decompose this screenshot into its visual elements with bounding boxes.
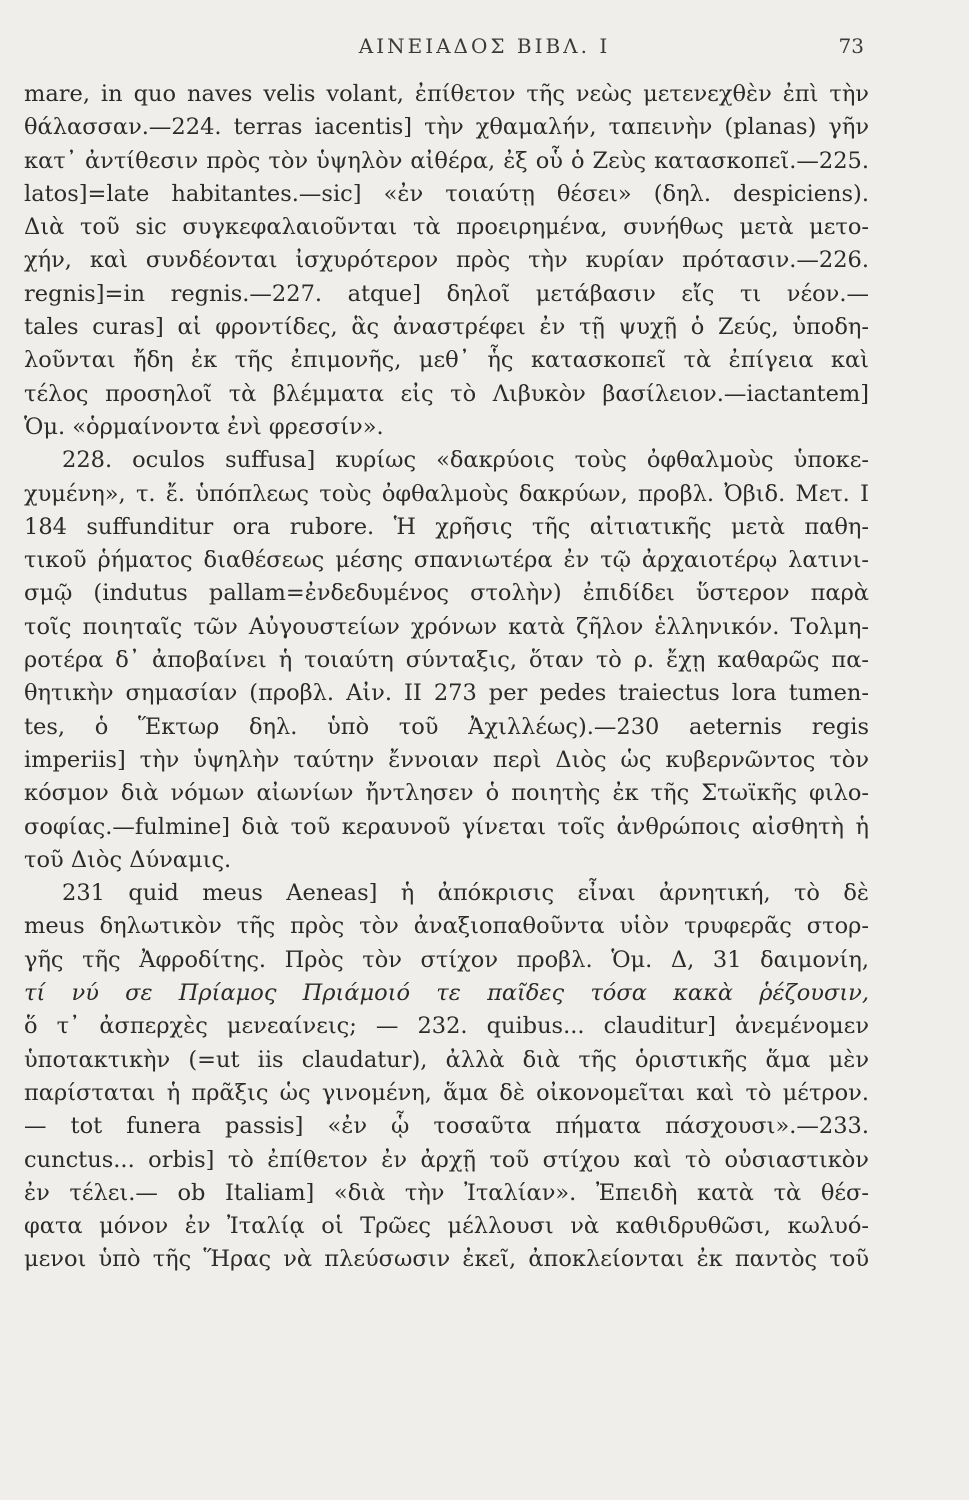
text-line: χήν, καὶ συνδέονται ἰσχυρότερον πρὸς τὴν κυρίαν πρότασιν.—226. <box>24 247 869 274</box>
text-line: 184 suffunditur ora rubore. Ἡ χρῆσις τῆς αἰτιατικῆς μετὰ παθη- <box>24 513 869 540</box>
text-line: φατα μόνον ἐν Ἰταλίᾳ οἱ Τρῶες μέλλουσι νὰ καθιδρυθῶσι, κωλυό- <box>24 1213 869 1240</box>
page-header <box>0 28 969 68</box>
text-line: imperiis] τὴν ὑψηλὴν ταύτην ἔννοιαν περὶ Διὸς ὡς κυβερνῶντος τὸν <box>24 746 869 773</box>
text-line: σμῷ (indutus pallam=ἐνδεδυμένος στολὴν) ἐπιδίδει ὕστερον παρὰ <box>24 580 869 607</box>
text-line: θητικὴν σημασίαν (προβλ. Αἰν. II 273 per pedes traiectus lora tumen- <box>24 680 869 707</box>
text-line: τοῦ Διὸς Δύναμις. <box>24 846 232 873</box>
text-line: Ὁμ. «ὁρμαίνοντα ἐνὶ φρεσσίν». <box>24 413 384 440</box>
text-line: γῆς τῆς Ἀφροδίτης. Πρὸς τὸν στίχον προβλ. Ὁμ. Δ, 31 δαιμονίη, <box>24 946 869 973</box>
text-line: regnis]=in regnis.—227. atque] δηλοῖ μετάβασιν εἴς τι νέον.— <box>24 280 869 307</box>
text-line: ὅ τ᾽ ἀσπερχὲς μενεαίνεις; — 232. quibus... clauditur] ἀνεμένομεν <box>24 1013 869 1040</box>
text-line: 231 quid meus Aeneas] ἡ ἀπόκρισις εἶναι ἀρνητική, τὸ δὲ <box>62 880 869 907</box>
text-line: τί νύ σε Πρίαμος Πριάμοιό τε παῖδες τόσα κακὰ ῥέζουσιν, <box>24 980 869 1007</box>
text-line: 228. oculos suffusa] κυρίως «δακρύοις τοὺς ὀφθαλμοὺς ὑποκε- <box>62 447 869 474</box>
text-line: σοφίας.—fulmine] διὰ τοῦ κεραυνοῦ γίνεται τοῖς ἀνθρώποις αἰσθητὴ ἡ <box>24 813 869 840</box>
text-line: mare, in quo naves velis volant, ἐπίθετον τῆς νεὼς μετενεχθὲν ἐπὶ τὴν <box>24 81 869 107</box>
text-line: τοῖς ποιηταῖς τῶν Αὐγουστείων χρόνων κατὰ ζῆλον ἑλληνικόν. Τολμη- <box>24 613 869 640</box>
text-line: cunctus... orbis] τὸ ἐπίθετον ἐν ἀρχῇ τοῦ στίχου καὶ τὸ οὐσιαστικὸν <box>24 1146 869 1173</box>
text-line: ροτέρα δ᾽ ἀποβαίνει ἡ τοιαύτη σύνταξις, ὅταν τὸ ρ. ἔχῃ καθαρῶς πα- <box>24 647 869 674</box>
text-line: παρίσταται ἡ πρᾶξις ὡς γινομένη, ἅμα δὲ οἰκονομεῖται καὶ τὸ μέτρον. <box>24 1079 869 1106</box>
text-line: meus δηλωτικὸν τῆς πρὸς τὸν ἀναξιοπαθοῦντα υἱὸν τρυφερᾶς στορ- <box>24 913 869 940</box>
text-line: κατ᾽ ἀντίθεσιν πρὸς τὸν ὑψηλὸν αἰθέρα, ἐξ οὗ ὁ Ζεὺς κατασκοπεῖ.—225. <box>24 147 869 174</box>
running-title: ΑΙΝΕΙΑΔΟΣ ΒΙΒΛ. Ι <box>358 34 611 58</box>
text-line: κόσμον διὰ νόμων αἰωνίων ἤντλησεν ὁ ποιητὴς ἐκ τῆς Στωϊκῆς φιλο- <box>24 780 869 807</box>
text-line: tales curas] αἱ φροντίδες, ἃς ἀναστρέφει ἐν τῇ ψυχῇ ὁ Ζεύς, ὑποδη- <box>24 314 869 341</box>
text-line: tes, ὁ Ἕκτωρ δηλ. ὑπὸ τοῦ Ἀχιλλέως).—230 aeternis regis <box>24 713 869 740</box>
text-line: ἐν τέλει.— ob Italiam] «διὰ τὴν Ἰταλίαν». Ἐπειδὴ κατὰ τὰ θέσ- <box>24 1179 869 1206</box>
commentary-text <box>24 78 869 1277</box>
text-line: τικοῦ ῥήματος διαθέσεως μέσης σπανιωτέρα ἐν τῷ ἀρχαιοτέρῳ λατινι- <box>24 547 869 574</box>
text-line: χυμένη», τ. ἔ. ὑπόπλεως τοὺς ὀφθαλμοὺς δακρύων, προβλ. Ὀβιδ. Μετ. I <box>24 480 869 507</box>
text-line: Διὰ τοῦ sic συγκεφαλαιοῦνται τὰ προειρημένα, συνήθως μετὰ μετο- <box>24 214 869 241</box>
page-number: 73 <box>838 34 864 58</box>
text-line: τέλος προσηλοῖ τὰ βλέμματα εἰς τὸ Λιβυκὸν βασίλειον.—iactantem] <box>24 380 869 407</box>
text-line: θάλασσαν.—224. terras iacentis] τὴν χθαμαλήν, ταπεινὴν (planas) γῆν <box>24 114 869 141</box>
text-line: latos]=late habitantes.—sic] «ἐν τοιαύτῃ θέσει» (δηλ. despiciens). <box>24 180 869 207</box>
text-line: ὑποτακτικὴν (=ut iis claudatur), ἀλλὰ διὰ τῆς ὁριστικῆς ἅμα μὲν <box>24 1046 869 1073</box>
text-line: — tot funera passis] «ἐν ᾧ τοσαῦτα πήματα πάσχουσι».—233. <box>24 1113 869 1140</box>
text-line: μενοι ὑπὸ τῆς Ἥρας νὰ πλεύσωσιν ἐκεῖ, ἀποκλείονται ἐκ παντὸς τοῦ <box>24 1246 869 1273</box>
text-line: λοῦνται ἤδη ἐκ τῆς ἐπιμονῆς, μεθ᾽ ἧς κατασκοπεῖ τὰ ἐπίγεια καὶ <box>24 347 869 374</box>
